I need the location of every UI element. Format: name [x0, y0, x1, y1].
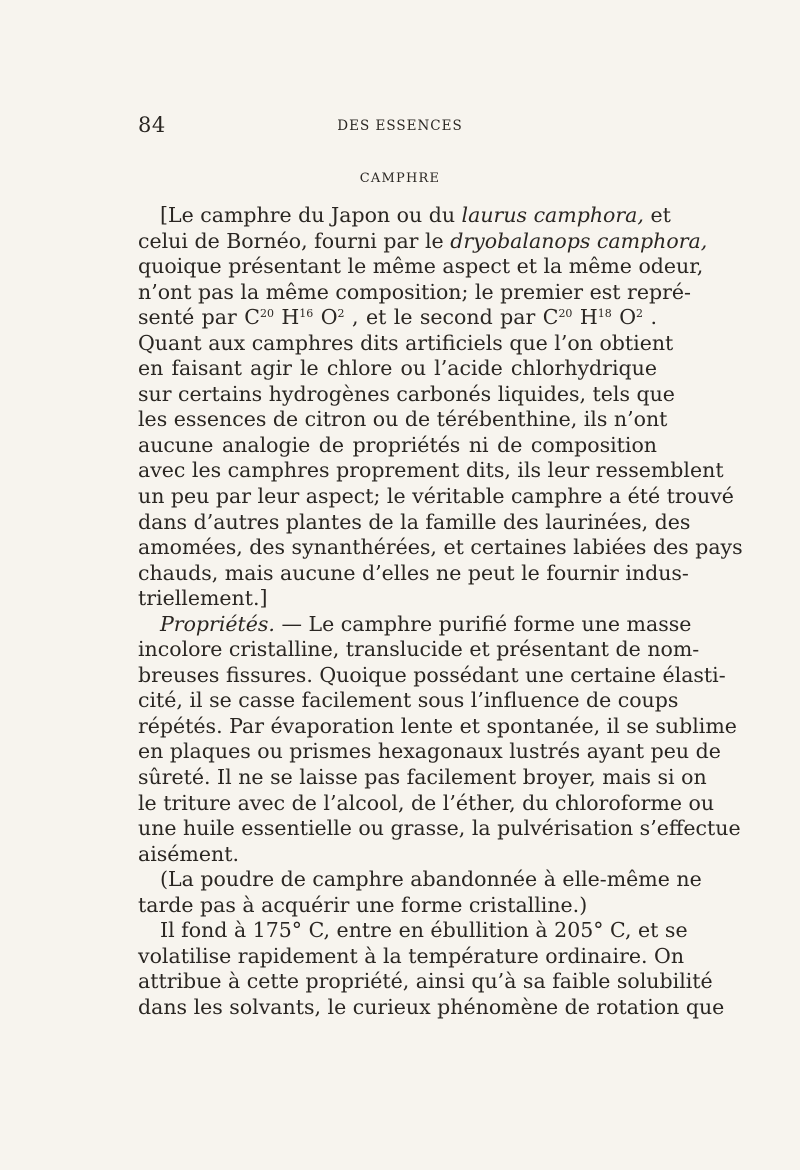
text-segment: , et le second par C	[344, 305, 559, 330]
text-line	[138, 611, 692, 638]
text-segment: — Le camphre purifié forme une masse	[274, 611, 692, 636]
text-segment: .	[643, 305, 657, 330]
text-segment: incolore cristalline, translucide et présentant de nom-	[138, 637, 700, 662]
italic-text: Propriétés.	[160, 611, 275, 636]
text-segment: H	[273, 305, 300, 330]
text-segment: les essences de citron ou de térébenthine, ils n’ont	[138, 407, 668, 432]
text-line	[138, 867, 702, 893]
text-line	[138, 765, 707, 791]
text-segment: sur certains hydrogènes carbonés liquides, tels que	[138, 381, 675, 406]
text-line	[138, 969, 713, 995]
text-segment: un peu par leur aspect; le véritable camphre a été trouvé	[138, 484, 734, 509]
text-line	[138, 586, 657, 612]
text-line	[138, 842, 657, 868]
italic-text: dryobalanops camphora,	[450, 228, 708, 253]
text-line	[138, 356, 657, 382]
text-segment: en plaques ou prismes hexagonaux lustrés ayant peu de	[138, 739, 721, 764]
text-segment: celui de Bornéo, fourni par le	[138, 228, 451, 253]
text-line	[138, 254, 704, 280]
superscript: 20	[558, 307, 573, 321]
page-header	[138, 113, 662, 143]
text-segment: senté par C	[138, 305, 260, 330]
text-line	[138, 560, 689, 587]
italic-text: laurus camphora,	[461, 203, 644, 227]
text-segment: cité, il se casse facilement sous l’influence de coups	[138, 688, 679, 713]
text-segment: et	[643, 203, 671, 227]
text-line	[138, 484, 734, 510]
text-segment: quoique présentant le même aspect et la même odeur,	[138, 254, 704, 279]
text-line	[138, 816, 741, 842]
text-line	[138, 943, 685, 970]
text-segment: (La poudre de camphre abandonnée à elle-même ne	[160, 867, 702, 892]
text-segment: n’ont pas la même composition; le premier est repré-	[138, 279, 691, 304]
text-segment: [Le camphre du Japon ou du	[160, 203, 462, 227]
text-segment: Il fond à 175° C, entre en ébullition à 205° C, et se	[160, 918, 688, 943]
text-segment: tarde pas à acquérir une forme cristalline.)	[138, 892, 588, 917]
text-line	[138, 407, 668, 433]
text-line	[138, 228, 708, 255]
text-segment: O	[611, 305, 637, 330]
superscript: 16	[299, 307, 314, 321]
text-segment: le triture avec de l’alcool, de l’éther, du chloroforme ou	[138, 790, 715, 815]
text-segment: breuses fissures. Quoique possédant une certaine élasti-	[138, 662, 726, 687]
text-segment: chauds, mais aucune d’elles ne peut le fournir indus-	[138, 560, 689, 585]
text-segment: dans d’autres plantes de la famille des laurinées, des	[138, 509, 691, 534]
text-line	[138, 381, 675, 408]
text-line	[138, 688, 679, 714]
text-segment: en faisant agir le chlore ou l’acide chlorhydrique	[138, 356, 657, 381]
text-line	[138, 713, 737, 740]
text-line	[138, 662, 726, 689]
text-line	[138, 790, 715, 817]
text-segment: sûreté. Il ne se laisse pas facilement broyer, mais si on	[138, 765, 707, 790]
text-line	[138, 433, 657, 459]
superscript: 2	[636, 307, 644, 321]
text-segment: attribue à cette propriété, ainsi qu’à sa faible solubilité	[138, 969, 713, 994]
text-line	[138, 637, 700, 663]
text-line	[138, 918, 688, 944]
text-segment: triellement.]	[138, 586, 268, 611]
text-segment: aisément.	[138, 841, 239, 866]
text-line	[138, 458, 724, 484]
text-segment: amomées, des synanthérées, et certaines labiées des pays	[138, 535, 743, 560]
text-segment: avec les camphres proprement dits, ils leur ressemblent	[138, 458, 724, 483]
superscript: 2	[337, 307, 345, 321]
text-line	[138, 893, 657, 919]
text-line	[138, 305, 657, 331]
running-title: DES ESSENCES	[337, 118, 463, 134]
text-segment: aucune analogie de propriétés ni de composition	[138, 432, 657, 457]
text-line	[138, 330, 674, 357]
text-segment: H	[572, 305, 598, 330]
text-line	[138, 279, 691, 306]
page-number: 84	[138, 113, 166, 137]
text-segment: dans les solvants, le curieux phénomène de rotation que	[138, 994, 725, 1019]
superscript: 18	[597, 307, 612, 321]
text-line	[138, 535, 743, 561]
text-segment: une huile essentielle ou grasse, la pulvérisation s’effectue	[138, 816, 741, 841]
text-line	[138, 203, 671, 229]
section-title: CAMPHRE	[359, 171, 441, 186]
body-text	[138, 203, 743, 1021]
text-segment: O	[313, 305, 338, 330]
text-segment: volatilise rapidement à la température ordinaire. On	[138, 943, 685, 968]
superscript: 20	[259, 307, 274, 321]
text-segment: répétés. Par évaporation lente et spontanée, il se sublime	[138, 713, 737, 738]
text-line	[138, 509, 691, 536]
text-segment: Quant aux camphres dits artificiels que l’on obtient	[138, 330, 674, 355]
text-line	[138, 739, 721, 765]
text-line	[138, 994, 725, 1021]
